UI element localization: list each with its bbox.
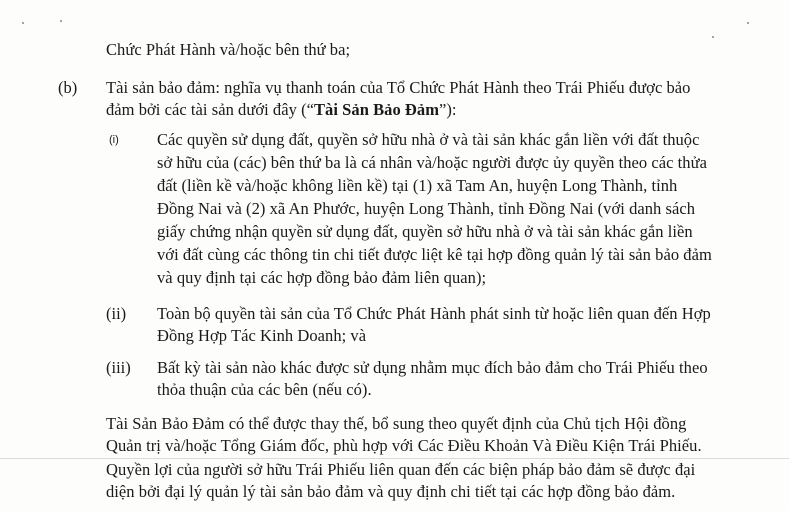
item-b-line-2-text: đảm bởi các tài sản dưới đây (“ <box>106 100 314 119</box>
item-b-marker: (b) <box>58 78 78 97</box>
closing-line: diện bởi đại lý quản lý tài sản bảo đảm và quy định chi tiết tại các hợp đồng bảo đảm. <box>106 482 676 501</box>
scan-speck <box>747 22 749 24</box>
sub-iii-marker: (iii) <box>106 358 131 377</box>
item-b-line-2-end: ”): <box>438 100 457 119</box>
sub-ii-line: Toàn bộ quyền tài sản của Tổ Chức Phát Hành phát sinh từ hoặc liên quan đến Hợp <box>157 304 711 323</box>
sub-iii-line: Bất kỳ tài sản nào khác được sử dụng nhằm mục đích bảo đảm cho Trái Phiếu theo <box>157 358 708 377</box>
sub-iii-line: thỏa thuận của các bên (nếu có). <box>157 380 372 399</box>
scan-speck <box>712 36 714 38</box>
sub-i-line: và quy định tại các hợp đồng bảo đảm liên quan); <box>157 268 487 287</box>
sub-i-line: giấy chứng nhận quyền sử dụng đất, quyền sở hữu nhà ở và tài sản khác gắn liền <box>157 222 693 241</box>
item-b-line-1: Tài sản bảo đảm: nghĩa vụ thanh toán của Tổ Chức Phát Hành theo Trái Phiếu được bảo <box>106 78 691 97</box>
scan-fold-line <box>0 458 789 459</box>
sub-i-line: với đất cùng các thông tin chi tiết được liệt kê tại hợp đồng quản lý tài sản bảo đảm <box>157 245 712 264</box>
defined-term-collateral: Tài Sản Bảo Đảm <box>314 100 439 119</box>
closing-line: Tài Sản Bảo Đảm có thể được thay thế, bổ sung theo quyết định của Chủ tịch Hội đồng <box>106 414 687 433</box>
continuation-line: Chức Phát Hành và/hoặc bên thứ ba; <box>106 40 351 59</box>
item-b-line-2 <box>106 100 457 120</box>
scan-speck <box>60 20 62 22</box>
sub-ii-marker: (ii) <box>106 304 127 323</box>
scan-speck <box>22 22 24 24</box>
closing-line: Quản trị và/hoặc Tổng Giám đốc, phù hợp với Các Điều Khoản Và Điều Kiện Trái Phiếu. <box>106 436 702 455</box>
sub-i-line: sở hữu của (các) bên thứ ba là cá nhân và/hoặc người được ủy quyền theo các thửa <box>157 153 707 172</box>
sub-i-line: Đồng Nai và (2) xã An Phước, huyện Long Thành, tỉnh Đồng Nai (với danh sách <box>157 199 696 218</box>
sub-i-marker: (i) <box>109 134 119 146</box>
sub-i-line: Các quyền sử dụng đất, quyền sở hữu nhà ở và tài sản khác gắn liền với đất thuộc <box>157 130 700 149</box>
closing-line: Quyền lợi của người sở hữu Trái Phiếu liên quan đến các biện pháp bảo đảm sẽ được đại <box>106 460 696 479</box>
sub-ii-line: Đồng Hợp Tác Kinh Doanh; và <box>157 326 367 345</box>
sub-i-line: đất (liền kề và/hoặc không liền kề) tại (1) xã Tam An, huyện Long Thành, tỉnh <box>157 176 678 195</box>
